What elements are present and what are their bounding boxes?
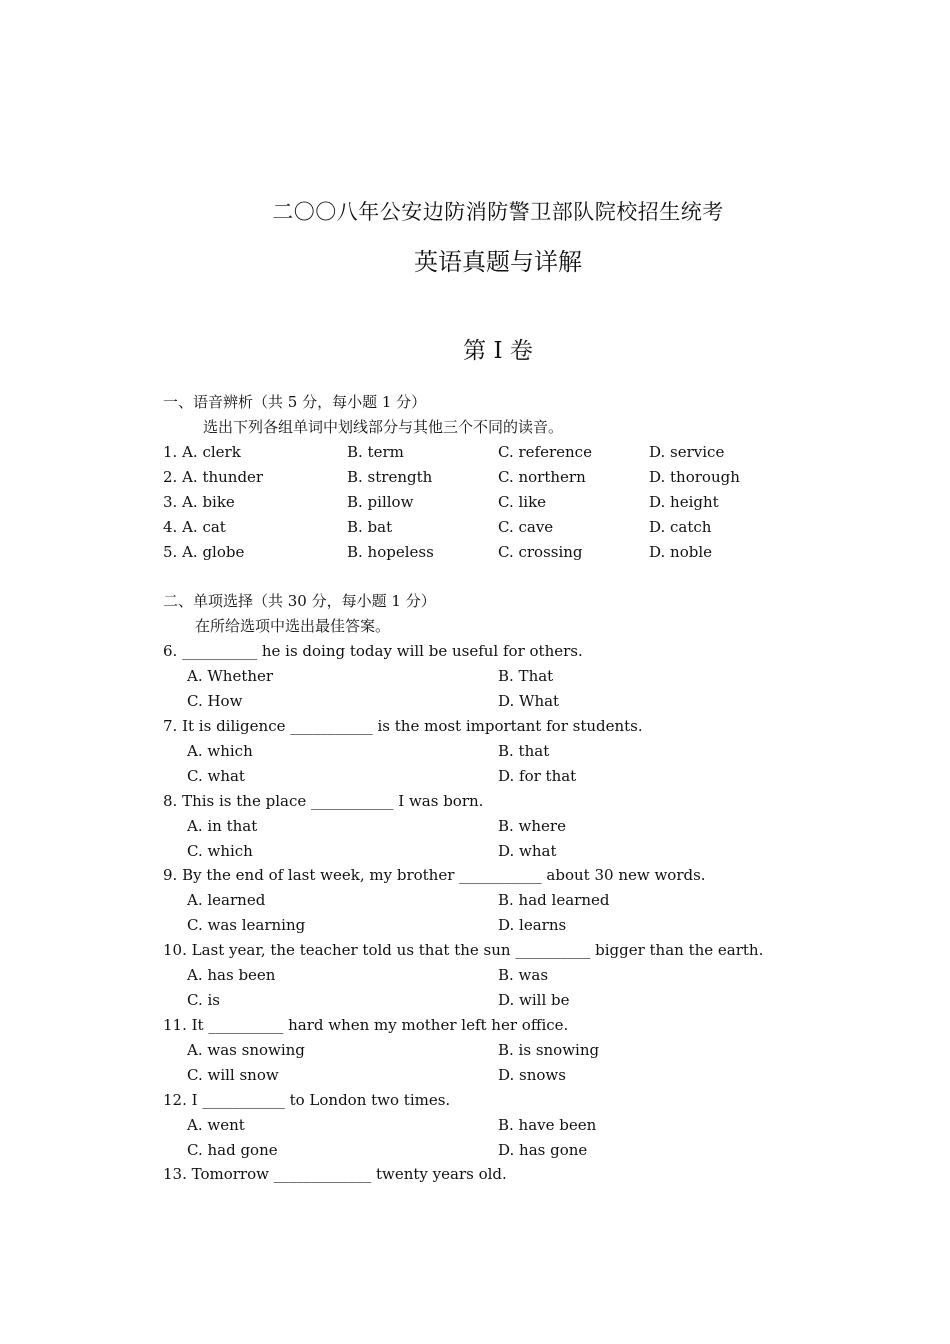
- option-a: 3. A. bike: [163, 493, 235, 511]
- choice-row: [0, 1040, 950, 1060]
- question-stem: 9. By the end of last week, my brother ___________ about 30 new words.: [163, 866, 706, 884]
- option-c: C. which: [187, 842, 253, 860]
- option-d: D. catch: [649, 518, 712, 536]
- option-a: 1. A. clerk: [163, 443, 241, 461]
- option-b: B. have been: [498, 1116, 597, 1134]
- option-c: C. had gone: [187, 1141, 278, 1159]
- option-c: C. cave: [498, 518, 554, 536]
- option-c: C. How: [187, 692, 243, 710]
- option-b: B. hopeless: [347, 543, 434, 561]
- option-d: D. for that: [498, 767, 577, 785]
- choice-row: [0, 965, 950, 985]
- option-d: D. snows: [498, 1066, 566, 1084]
- option-b: B. had learned: [498, 891, 610, 909]
- option-d: D. What: [498, 692, 560, 710]
- option-c: C. what: [187, 767, 245, 785]
- choice-row: [0, 816, 950, 836]
- volume-heading: 第 I 卷: [463, 338, 533, 364]
- option-d: D. height: [649, 493, 719, 511]
- option-a: A. went: [187, 1116, 245, 1134]
- choice-row: [0, 915, 950, 935]
- option-b: B. pillow: [347, 493, 414, 511]
- choice-row: [0, 666, 950, 686]
- option-b: B. where: [498, 817, 566, 835]
- option-b: B. bat: [347, 518, 393, 536]
- question-stem: 13. Tomorrow _____________ twenty years old.: [163, 1165, 507, 1183]
- question-stem: 6. __________ he is doing today will be useful for others.: [163, 642, 583, 660]
- question-stem: 7. It is diligence ___________ is the most important for students.: [163, 717, 643, 735]
- choice-row: [0, 841, 950, 861]
- section1-instruction: 选出下列各组单词中划线部分与其他三个不同的读音。: [203, 418, 564, 436]
- option-c: C. like: [498, 493, 547, 511]
- option-d: D. has gone: [498, 1141, 588, 1159]
- option-d: D. learns: [498, 916, 567, 934]
- choice-row: [0, 1140, 950, 1160]
- option-c: C. reference: [498, 443, 592, 461]
- question-stem: 11. It __________ hard when my mother left her office.: [163, 1016, 569, 1034]
- phonetics-question-row: [0, 517, 950, 537]
- option-a: A. which: [187, 742, 253, 760]
- option-d: D. will be: [498, 991, 570, 1009]
- option-b: B. is snowing: [498, 1041, 600, 1059]
- option-c: C. will snow: [187, 1066, 279, 1084]
- option-c: C. was learning: [187, 916, 306, 934]
- option-d: D. what: [498, 842, 557, 860]
- option-a: A. Whether: [187, 667, 274, 685]
- question-stem: 10. Last year, the teacher told us that the sun __________ bigger than the earth.: [163, 941, 764, 959]
- exam-subtitle: 英语真题与详解: [414, 248, 582, 276]
- option-d: D. thorough: [649, 468, 740, 486]
- option-b: B. That: [498, 667, 554, 685]
- phonetics-question-row: [0, 492, 950, 512]
- option-a: 5. A. globe: [163, 543, 245, 561]
- choice-row: [0, 741, 950, 761]
- option-b: B. term: [347, 443, 404, 461]
- choice-row: [0, 1115, 950, 1135]
- option-b: B. was: [498, 966, 549, 984]
- phonetics-question-row: [0, 467, 950, 487]
- option-a: 2. A. thunder: [163, 468, 264, 486]
- phonetics-question-row: [0, 442, 950, 462]
- phonetics-question-row: [0, 542, 950, 562]
- choice-row: [0, 766, 950, 786]
- option-d: D. service: [649, 443, 725, 461]
- option-c: C. crossing: [498, 543, 583, 561]
- section2-instruction: 在所给选项中选出最佳答案。: [195, 617, 391, 635]
- section2-heading: 二、单项选择（共 30 分，每小题 1 分）: [163, 592, 436, 610]
- choice-row: [0, 890, 950, 910]
- choice-row: [0, 691, 950, 711]
- option-c: C. is: [187, 991, 220, 1009]
- option-d: D. noble: [649, 543, 712, 561]
- section1-heading: 一、语音辨析（共 5 分，每小题 1 分）: [163, 393, 427, 411]
- option-a: 4. A. cat: [163, 518, 226, 536]
- option-b: B. strength: [347, 468, 433, 486]
- exam-title: 二〇〇八年公安边防消防警卫部队院校招生统考: [272, 200, 724, 224]
- option-a: A. was snowing: [187, 1041, 305, 1059]
- question-stem: 8. This is the place ___________ I was born.: [163, 792, 484, 810]
- question-stem: 12. I ___________ to London two times.: [163, 1091, 451, 1109]
- choice-row: [0, 990, 950, 1010]
- option-c: C. northern: [498, 468, 586, 486]
- option-b: B. that: [498, 742, 550, 760]
- option-a: A. learned: [187, 891, 266, 909]
- option-a: A. has been: [187, 966, 276, 984]
- option-a: A. in that: [187, 817, 258, 835]
- choice-row: [0, 1065, 950, 1085]
